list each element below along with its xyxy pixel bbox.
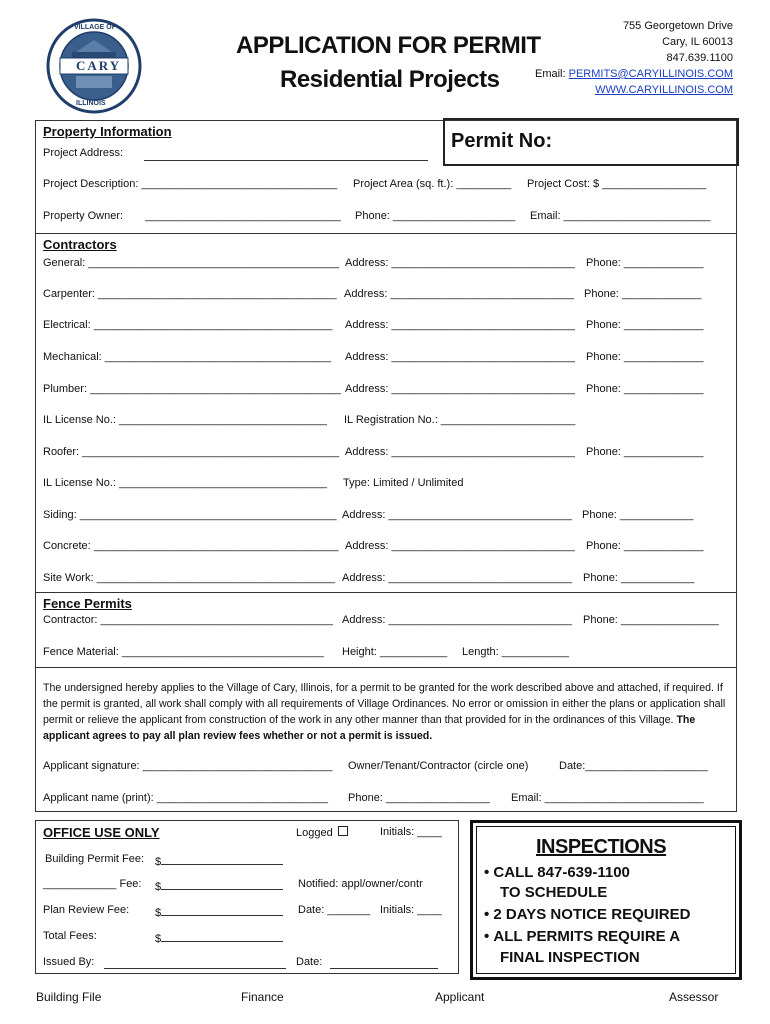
- signature-date-field[interactable]: Date:____________________: [559, 760, 708, 772]
- contractor-name-field[interactable]: Roofer: __________________________________________: [43, 446, 340, 458]
- divider-fence: [35, 592, 737, 593]
- inspection-item: [484, 928, 680, 945]
- contractors-heading: Contractors: [43, 237, 117, 252]
- plan-review-field[interactable]: [155, 904, 283, 919]
- inspection-item: [484, 906, 690, 923]
- email-link[interactable]: PERMITS@CARYILLINOIS.COM: [568, 68, 733, 80]
- applicant-phone-field[interactable]: Phone: _________________: [348, 792, 490, 804]
- contractor-address-field[interactable]: Address: ______________________________: [345, 351, 575, 363]
- fence-phone-field[interactable]: Phone: ________________: [583, 614, 719, 626]
- total-fees-label: Total Fees:: [43, 930, 97, 942]
- contractor-address-field[interactable]: Address: ______________________________: [342, 572, 572, 584]
- permit-no-label: Permit No:: [451, 130, 553, 152]
- address-line2: Cary, IL 60013: [662, 36, 733, 48]
- contractor-phone-field[interactable]: Phone: _____________: [586, 446, 704, 458]
- contractor-address-field[interactable]: Address: ______________________________: [345, 319, 575, 331]
- property-owner-field[interactable]: ________________________________: [145, 210, 341, 222]
- footer-applicant: Applicant: [435, 990, 485, 1004]
- fence-heading: Fence Permits: [43, 596, 132, 611]
- applicant-email-field[interactable]: Email: __________________________: [511, 792, 704, 804]
- fence-height-field[interactable]: Height: ___________: [342, 646, 448, 658]
- contractor-name-field[interactable]: Carpenter: _______________________________________: [43, 288, 337, 300]
- contractor-phone-field[interactable]: Phone: ____________: [583, 572, 695, 584]
- agreement-paragraph: [43, 680, 731, 744]
- notified-date-field[interactable]: Date: _______: [298, 904, 371, 916]
- notified-initials-field[interactable]: Initials: ____: [380, 904, 442, 916]
- seal-top-text: VILLAGE OF: [74, 24, 116, 31]
- registration-field[interactable]: IL Registration No.: ______________________: [344, 414, 576, 426]
- contractor-name-field[interactable]: Plumber: _________________________________________: [43, 383, 341, 395]
- inspection-item-text: CALL 847-639-1100: [493, 864, 630, 881]
- phone-number: 847.639.1100: [666, 52, 733, 64]
- inspection-item-text: ALL PERMITS REQUIRE A: [493, 928, 681, 945]
- other-fee-label[interactable]: ____________ Fee:: [43, 878, 142, 890]
- divider-contractors: [35, 233, 737, 234]
- contractor-name-field[interactable]: Siding: __________________________________________: [43, 509, 337, 521]
- footer-finance: Finance: [241, 990, 284, 1004]
- issued-date-field[interactable]: [330, 956, 438, 969]
- license-field[interactable]: IL License No.: __________________________________: [43, 414, 328, 426]
- owner-tenant-contractor-choice[interactable]: Owner/Tenant/Contractor (circle one): [348, 760, 529, 772]
- total-fees-field[interactable]: [155, 930, 283, 945]
- office-use-heading: OFFICE USE ONLY: [43, 825, 160, 840]
- dollar-sign: $: [155, 881, 162, 893]
- contractor-address-field[interactable]: Address: ______________________________: [344, 288, 574, 300]
- issued-date-label: Date:: [296, 956, 323, 968]
- village-seal: [46, 18, 142, 114]
- page-subtitle: Residential Projects: [280, 66, 500, 93]
- logged-label: Logged: [296, 827, 333, 839]
- seal-middle-text: CARY: [76, 58, 122, 73]
- contractor-name-field[interactable]: Electrical: _______________________________________: [43, 319, 333, 331]
- office-use-box: [35, 820, 459, 974]
- contractor-name-field[interactable]: General: _________________________________________: [43, 257, 340, 269]
- dollar-sign: $: [155, 933, 162, 945]
- fence-contractor-field[interactable]: Contractor: ______________________________________: [43, 614, 333, 626]
- inspection-item-text: 2 DAYS NOTICE REQUIRED: [493, 906, 691, 923]
- applicant-name-field[interactable]: Applicant name (print): ____________________________: [43, 792, 329, 804]
- other-fee-field[interactable]: [155, 878, 283, 893]
- inspection-item: TO SCHEDULE: [500, 884, 608, 901]
- permit-no-box[interactable]: [443, 118, 739, 166]
- footer-building-file: Building File: [36, 990, 102, 1004]
- bullet-icon: •: [484, 864, 494, 881]
- logged-row: [296, 826, 348, 839]
- address-line1: 755 Georgetown Drive: [622, 20, 733, 32]
- issued-by-field[interactable]: [104, 956, 286, 969]
- contractor-name-field[interactable]: Site Work: _______________________________________: [43, 572, 336, 584]
- project-address-field[interactable]: [144, 148, 428, 161]
- contractor-name-field[interactable]: Mechanical: _____________________________________: [43, 351, 332, 363]
- contractor-address-field[interactable]: Address: ______________________________: [345, 446, 575, 458]
- applicant-signature-field[interactable]: Applicant signature: _______________________________: [43, 760, 333, 772]
- fence-material-field[interactable]: Fence Material: _________________________________: [43, 646, 324, 658]
- footer-assessor: Assessor: [669, 990, 719, 1004]
- logged-checkbox[interactable]: [338, 826, 348, 836]
- contractor-address-field[interactable]: Address: ______________________________: [345, 257, 575, 269]
- inspection-item: [484, 864, 630, 881]
- dollar-sign: $: [155, 856, 162, 868]
- issued-by-label: Issued By:: [43, 956, 95, 968]
- contractor-phone-field[interactable]: Phone: ____________: [582, 509, 694, 521]
- agreement-bold-text: The applicant agrees to pay all plan review fees whether or not a permit is issued.: [43, 714, 696, 742]
- agreement-text: The undersigned hereby applies to the Village of Cary, Illinois, for a permit to be granted for the work described above and attached, if required. If the permit is granted, all work shall comply with all requirements of Village Ordinances. No error or omission in either the plans or application shall permit or relieve the applicant from construction of the work in any other manner than that provided for in the ordinances of this Village.: [43, 682, 726, 726]
- project-area-field[interactable]: Project Area (sq. ft.): _________: [353, 178, 512, 190]
- building-fee-field[interactable]: [155, 853, 283, 868]
- initials-field[interactable]: Initials: ____: [380, 826, 442, 838]
- owner-email-field[interactable]: Email: ________________________: [530, 210, 711, 222]
- contractor-address-field[interactable]: Address: ______________________________: [345, 383, 575, 395]
- building-fee-label: Building Permit Fee:: [45, 853, 145, 865]
- plan-review-label: Plan Review Fee:: [43, 904, 130, 916]
- bullet-icon: •: [484, 906, 494, 923]
- seal-bottom-text: ILLINOIS: [76, 100, 106, 107]
- project-cost-field[interactable]: Project Cost: $ _________________: [527, 178, 707, 190]
- contractor-phone-field[interactable]: Phone: _____________: [584, 288, 702, 300]
- contractor-phone-field[interactable]: Phone: _____________: [586, 540, 704, 552]
- project-address-label: Project Address:: [43, 147, 124, 159]
- license-field[interactable]: IL License No.: __________________________________: [43, 477, 328, 489]
- contractor-address-field[interactable]: Address: ______________________________: [345, 540, 575, 552]
- contractor-phone-field[interactable]: Phone: _____________: [586, 319, 704, 331]
- inspections-heading: INSPECTIONS: [536, 836, 667, 858]
- owner-phone-field[interactable]: Phone: ____________________: [355, 210, 516, 222]
- contractor-name-field[interactable]: Concrete: ________________________________________: [43, 540, 339, 552]
- contractor-phone-field[interactable]: Phone: _____________: [586, 351, 704, 363]
- contractor-address-field[interactable]: Address: ______________________________: [342, 509, 572, 521]
- divider-agreement: [35, 667, 737, 668]
- property-owner-label: Property Owner:: [43, 210, 124, 222]
- property-heading: Property Information: [43, 124, 172, 139]
- bullet-icon: •: [484, 928, 494, 945]
- contractor-phone-field[interactable]: Phone: _____________: [586, 257, 704, 269]
- notified-label: Notified: appl/owner/contr: [298, 878, 423, 890]
- page-title: APPLICATION FOR PERMIT: [236, 32, 541, 59]
- license-type[interactable]: Type: Limited / Unlimited: [343, 477, 464, 489]
- contractor-phone-field[interactable]: Phone: _____________: [586, 383, 704, 395]
- email-label: Email:: [534, 68, 566, 80]
- website-link[interactable]: WWW.CARYILLINOIS.COM: [595, 84, 733, 96]
- inspection-item: FINAL INSPECTION: [500, 949, 640, 966]
- email-row: [535, 68, 733, 80]
- project-description-field[interactable]: Project Description: ________________________________: [43, 178, 338, 190]
- fence-address-field[interactable]: Address: ______________________________: [342, 614, 572, 626]
- dollar-sign: $: [155, 907, 162, 919]
- fence-length-field[interactable]: Length: ___________: [462, 646, 570, 658]
